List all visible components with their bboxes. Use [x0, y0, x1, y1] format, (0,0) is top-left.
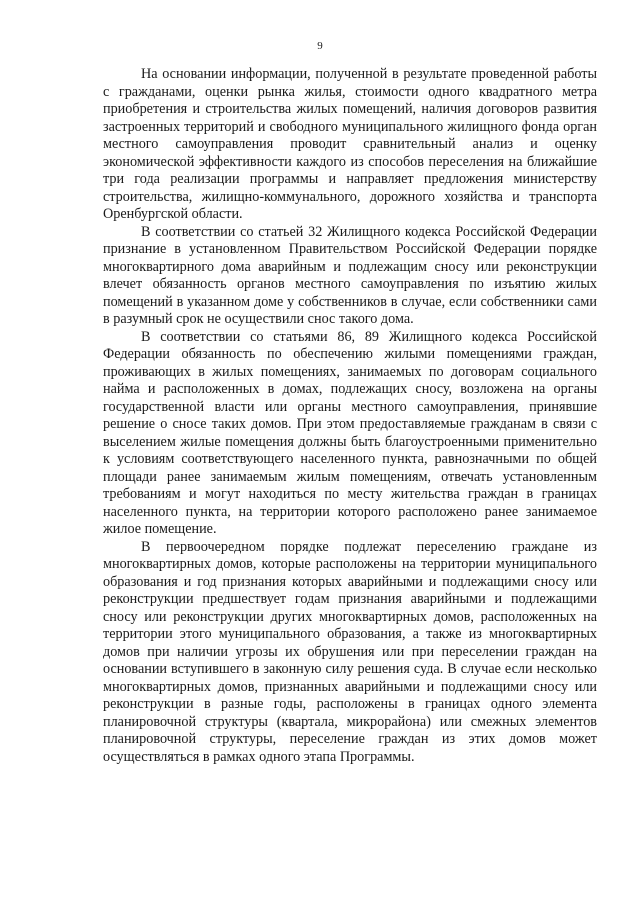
page-number: 9 — [317, 40, 323, 52]
paragraph-resettlement-analysis: На основании информации, полученной в результате проведенной работы с гражданами, оценки рынка жилья, стоимости одного квадратного метра приобретения и строительства жилых помещений, наличия договоров развития застроенных территорий и свободного муниципального жилищного фонда орган местного самоуправления проводит сравнительный анализ и оценку экономической эффективности каждого из способов переселения на ближайшие три года реализации программы и направляет предложения министерству строительства, жилищно-коммунального, дорожного хозяйства и транспорта Оренбургской области. — [103, 66, 597, 222]
paragraph-article-32: В соответствии со статьей 32 Жилищного кодекса Российской Федерации признание в установленном Правительством Российской Федерации порядке многоквартирного дома аварийным и подлежащим сносу или реконструкции влечет обязанность органов местного самоуправления по изъятию жилых помещений в указанном доме у собственников в случае, если собственники сами в разумный срок не осуществили снос такого дома. — [103, 223, 597, 327]
paragraph-priority-resettlement: В первоочередном порядке подлежат переселению граждане из многоквартирных домов, которые расположены на территории муниципального образования и год признания которых аварийными и подлежащими сносу или реконструкции предшествует годам признания аварийными и подлежащими сносу или реконструкции других многоквартирных домов, расположенных на территории этого муниципального образования, а также из многоквартирных домов при наличии угрозы их обрушения или при переселении граждан на основании вступившего в законную силу решения суда. В случае если несколько многоквартирных домов, признанных аварийными и подлежащими сносу или реконструкции в разные годы, расположены в границах одного элемента планировочной структуры (квартала, микрорайона) или смежных элементов планировочной структуры, переселение граждан из этих домов может осуществляться в рамках одного этапа Программы. — [103, 538, 597, 765]
document-body — [103, 66, 597, 766]
paragraph-articles-86-89: В соответствии со статьями 86, 89 Жилищного кодекса Российской Федерации обязанность по обеспечению жилыми помещениями граждан, проживающих в жилых помещениях, занимаемых по договорам социального найма и расположенных в домах, подлежащих сносу, возложена на органы государственной власти или органы местного самоуправления, принявшие решение о сносе таких домов. При этом предоставляемые гражданам в связи с выселением жилые помещения должны быть благоустроенными применительно к условиям соответствующего населенного пункта, равнозначными по общей площади ранее занимаемым жилым помещениям, отвечать установленным требованиям и могут находиться по месту жительства граждан в границах населенного пункта, на территории которого расположено ранее занимаемое жилое помещение. — [103, 328, 597, 537]
